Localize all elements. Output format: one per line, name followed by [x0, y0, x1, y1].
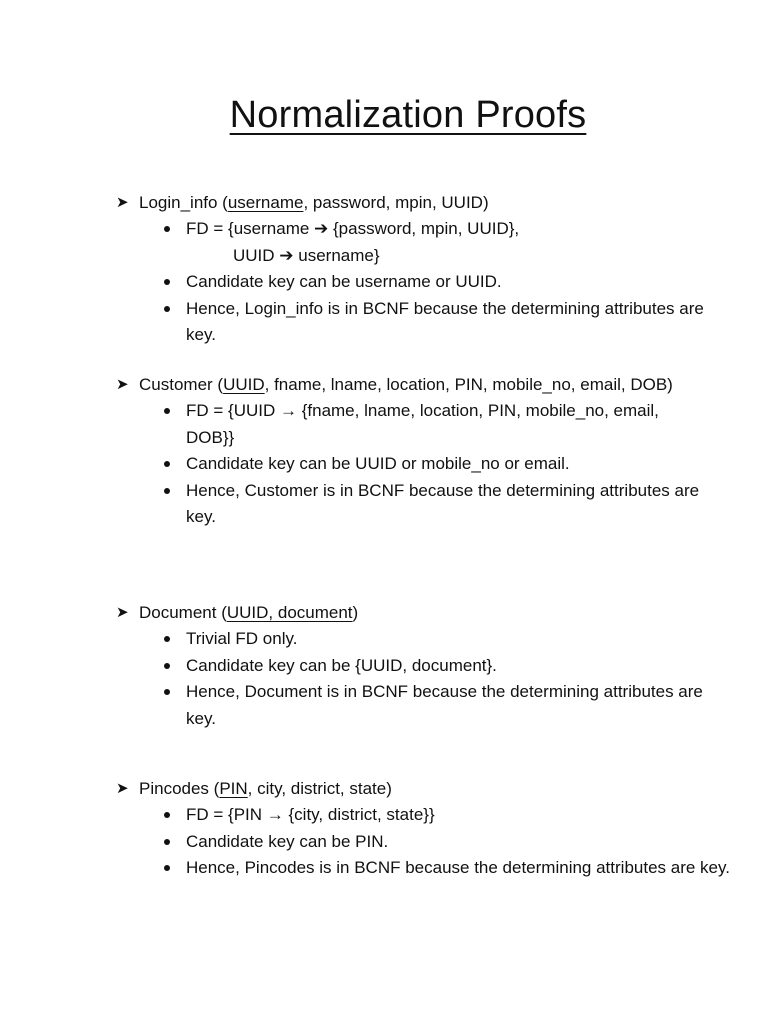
relation-schema	[139, 776, 392, 802]
arrow-bullet-icon: ➤	[116, 194, 129, 211]
relation-attributes: , password, mpin, UUID)	[303, 193, 489, 212]
list-item: Hence, Login_info is in BCNF because the determining attributes are key.	[116, 296, 736, 349]
relation-attributes: , fname, lname, location, PIN, mobile_no, email, DOB)	[264, 375, 673, 394]
relation-name: Customer (	[139, 375, 224, 394]
list-item: Candidate key can be {UUID, document}.	[116, 653, 736, 680]
list-item: Candidate key can be username or UUID.	[116, 269, 736, 296]
page-title-text: Normalization Proofs	[229, 94, 587, 136]
relation-name: Login_info (	[139, 193, 228, 212]
relation-schema	[139, 600, 358, 626]
proof-list	[116, 398, 706, 531]
proof-list	[116, 216, 736, 349]
list-item: Candidate key can be PIN.	[116, 829, 736, 856]
relation-heading	[116, 776, 736, 802]
relation-heading	[116, 600, 736, 626]
arrow-bullet-icon: ➤	[116, 780, 129, 797]
relation-schema	[139, 372, 689, 398]
arrow-bullet-icon: ➤	[116, 604, 129, 621]
relation-heading	[116, 190, 736, 216]
proof-list	[116, 626, 736, 732]
page-title	[0, 92, 768, 138]
relation-schema	[139, 190, 489, 216]
relation-login-info	[116, 190, 736, 349]
list-item	[116, 216, 736, 269]
primary-key: PIN	[219, 779, 248, 798]
relation-pincodes	[116, 776, 736, 882]
relation-attributes: )	[352, 603, 359, 622]
list-item: Candidate key can be UUID or mobile_no or email.	[116, 451, 706, 478]
fd-line: FD = {username ➔ {password, mpin, UUID},	[186, 219, 520, 238]
arrow-bullet-icon: ➤	[116, 376, 129, 393]
fd-line-continued: UUID ➔ username}	[233, 245, 380, 265]
relation-attributes: , city, district, state)	[247, 779, 392, 798]
relation-customer	[116, 372, 736, 531]
list-item: Hence, Pincodes is in BCNF because the determining attributes are key.	[116, 855, 736, 882]
relation-document	[116, 600, 736, 732]
relation-name: Pincodes (	[139, 779, 220, 798]
list-item: FD = {UUID → {fname, lname, location, PIN, mobile_no, email, DOB}}	[116, 398, 706, 451]
list-item: Hence, Customer is in BCNF because the determining attributes are key.	[116, 478, 706, 531]
primary-key: UUID, document	[226, 603, 353, 622]
list-item: Trivial FD only.	[116, 626, 736, 653]
list-item: Hence, Document is in BCNF because the determining attributes are key.	[116, 679, 736, 732]
proof-list	[116, 802, 736, 882]
primary-key: username	[227, 193, 304, 212]
relation-heading	[116, 372, 736, 398]
list-item: FD = {PIN → {city, district, state}}	[116, 802, 736, 829]
primary-key: UUID	[223, 375, 265, 394]
relation-name: Document (	[139, 603, 227, 622]
